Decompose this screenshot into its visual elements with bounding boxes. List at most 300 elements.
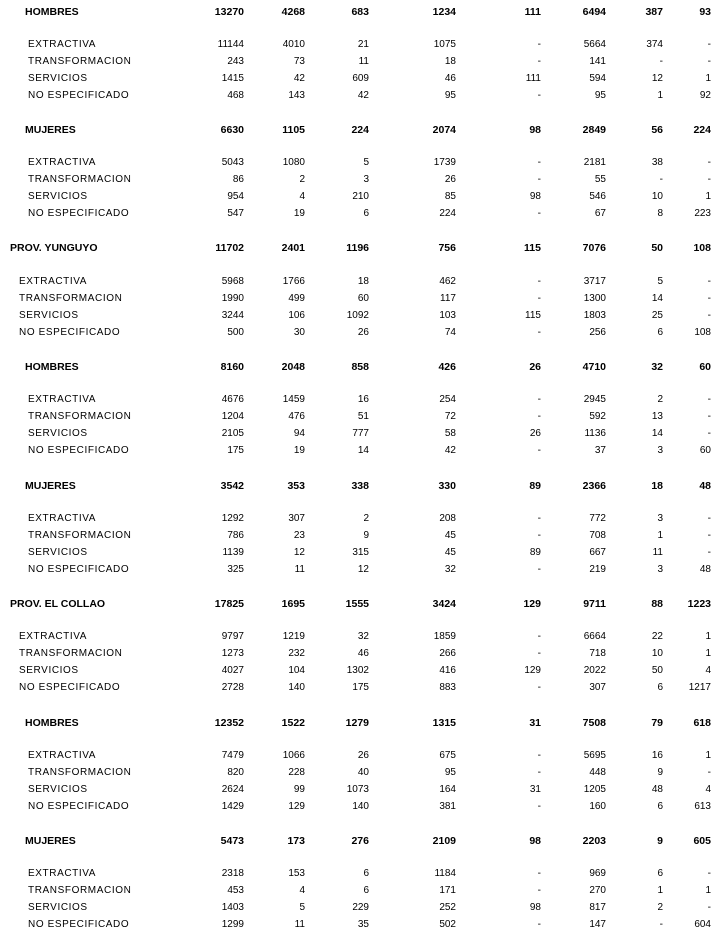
cell-col-3: 1302 [346,665,369,676]
cell-col-5: 26 [529,361,541,373]
cell-col-4: 2074 [432,124,456,136]
cell-col-7: 3 [657,513,663,524]
cell-col-7: 374 [646,39,663,50]
cell-col-8: - [707,276,711,287]
cell-col-5: - [537,174,541,185]
table-row [0,529,715,543]
cell-col-6: 5695 [583,750,606,761]
cell-col-7: 1 [657,530,663,541]
cell-col-4: 224 [439,208,456,219]
cell-col-7: 5 [657,276,663,287]
table-row [0,901,715,915]
cell-col-6: 6494 [582,6,606,18]
cell-col-6: 219 [589,564,606,575]
cell-col-4: 32 [444,564,456,575]
cell-col-1: 17825 [214,598,244,610]
cell-col-2: 476 [288,411,305,422]
cell-col-7: 10 [651,648,663,659]
cell-col-5: - [537,564,541,575]
cell-col-2: 4 [299,885,305,896]
cell-col-2: 353 [287,480,305,492]
cell-col-3: 1555 [345,598,369,610]
row-label: MUJERES [25,835,76,847]
cell-col-5: 115 [524,242,541,254]
table-row [0,89,715,103]
cell-col-6: 592 [589,411,606,422]
cell-col-2: 94 [293,428,305,439]
cell-col-1: 11144 [217,39,244,50]
cell-col-2: 1219 [282,631,305,642]
cell-col-5: 115 [525,310,541,321]
cell-col-4: 171 [439,885,456,896]
cell-col-1: 1990 [221,293,244,304]
cell-col-3: 26 [357,750,369,761]
cell-col-3: 26 [357,327,369,338]
group-row [0,479,715,493]
cell-col-4: 330 [438,480,456,492]
cell-col-3: 683 [351,6,369,18]
cell-col-7: 11 [652,547,663,558]
cell-col-2: 129 [288,801,305,812]
cell-col-5: - [537,631,541,642]
cell-col-5: - [537,394,541,405]
row-label: SERVICIOS [28,73,88,84]
cell-col-1: 5968 [221,276,244,287]
cell-col-4: 462 [439,276,456,287]
cell-col-3: 224 [351,124,369,136]
cell-col-8: 108 [694,327,711,338]
cell-col-7: 1 [657,90,663,101]
cell-col-7: 25 [651,310,663,321]
table-row [0,664,715,678]
cell-col-8: - [707,174,711,185]
row-label: HOMBRES [25,361,79,373]
cell-col-2: 5 [299,902,305,913]
cell-col-1: 954 [227,191,244,202]
cell-col-1: 13270 [214,6,244,18]
cell-col-7: 50 [651,665,663,676]
cell-col-5: - [537,208,541,219]
table-row [0,38,715,52]
cell-col-7: - [659,174,663,185]
cell-col-3: 32 [357,631,369,642]
cell-col-4: 675 [439,750,456,761]
table-row [0,766,715,780]
group-row [0,360,715,374]
cell-col-8: 60 [699,361,711,373]
table-row [0,292,715,306]
group-row [0,123,715,137]
cell-col-3: 6 [363,885,369,896]
cell-col-3: 21 [357,39,369,50]
cell-col-4: 252 [439,902,456,913]
cell-col-8: - [707,902,711,913]
cell-col-1: 7479 [221,750,244,761]
cell-col-8: 92 [699,90,711,101]
cell-col-7: 9 [657,835,663,847]
cell-col-8: - [707,513,711,524]
row-label: SERVICIOS [19,310,79,321]
cell-col-4: 117 [440,293,456,304]
cell-col-7: 16 [651,750,663,761]
cell-col-3: 3 [363,174,369,185]
cell-col-6: 160 [589,801,606,812]
table-row [0,783,715,797]
cell-col-6: 37 [594,445,606,456]
cell-col-6: 256 [589,327,606,338]
cell-col-8: 605 [693,835,711,847]
cell-col-4: 74 [444,327,456,338]
row-label: SERVICIOS [28,784,88,795]
cell-col-3: 6 [363,868,369,879]
row-label: EXTRACTIVA [28,157,97,168]
cell-col-4: 1075 [433,39,456,50]
cell-col-6: 2366 [582,480,606,492]
cell-col-2: 12 [293,547,305,558]
table-row [0,427,715,441]
group-row [0,597,715,611]
table-row [0,173,715,187]
cell-col-2: 30 [293,327,305,338]
cell-col-2: 1066 [282,750,305,761]
cell-col-5: - [537,919,541,930]
cell-col-5: 98 [529,902,541,913]
row-label: NO ESPECIFICADO [28,90,130,101]
cell-col-6: 817 [589,902,606,913]
cell-col-1: 4027 [221,665,244,676]
cell-col-1: 2105 [221,428,244,439]
cell-col-7: 14 [651,293,663,304]
cell-col-7: 14 [651,428,663,439]
cell-col-5: - [537,90,541,101]
cell-col-2: 173 [287,835,305,847]
cell-col-4: 1234 [432,6,456,18]
cell-col-7: 3 [657,564,663,575]
cell-col-7: 10 [651,191,663,202]
row-label: NO ESPECIFICADO [28,564,130,575]
cell-col-3: 276 [351,835,369,847]
cell-col-2: 143 [288,90,305,101]
cell-col-5: 129 [523,598,541,610]
cell-col-6: 2945 [583,394,606,405]
cell-col-2: 99 [293,784,305,795]
cell-col-3: 210 [352,191,369,202]
cell-col-5: 98 [529,835,541,847]
cell-col-4: 85 [444,191,456,202]
cell-col-7: - [659,919,663,930]
cell-col-1: 9797 [221,631,244,642]
cell-col-1: 2728 [221,682,244,693]
row-label: HOMBRES [25,6,79,18]
cell-col-6: 448 [589,767,606,778]
cell-col-6: 147 [589,919,606,930]
cell-col-2: 42 [293,73,305,84]
cell-col-7: 6 [657,682,663,693]
table-row [0,393,715,407]
cell-col-3: 16 [357,394,369,405]
cell-col-2: 1522 [281,717,305,729]
cell-col-8: - [707,868,711,879]
cell-col-7: 6 [657,868,663,879]
cell-col-1: 3542 [220,480,244,492]
cell-col-3: 1196 [346,242,369,254]
cell-col-8: 618 [693,717,711,729]
cell-col-3: 40 [357,767,369,778]
cell-col-8: - [707,767,711,778]
cell-col-1: 1273 [221,648,244,659]
cell-col-8: 604 [694,919,711,930]
cell-col-4: 45 [444,547,456,558]
cell-col-3: 42 [357,90,369,101]
cell-col-6: 141 [589,56,606,67]
cell-col-8: 1 [705,648,711,659]
cell-col-8: 1 [705,73,711,84]
cell-col-4: 18 [444,56,456,67]
cell-col-5: - [537,885,541,896]
cell-col-5: 111 [524,6,541,18]
table-row [0,72,715,86]
cell-col-1: 1299 [221,919,244,930]
cell-col-1: 820 [227,767,244,778]
row-label: EXTRACTIVA [28,513,97,524]
cell-col-1: 243 [227,56,244,67]
row-label: SERVICIOS [19,665,79,676]
cell-col-1: 1292 [221,513,244,524]
row-label: NO ESPECIFICADO [28,445,130,456]
cell-col-2: 1080 [282,157,305,168]
cell-col-2: 4 [299,191,305,202]
cell-col-3: 12 [357,564,369,575]
cell-col-8: - [707,293,711,304]
cell-col-5: 31 [529,717,541,729]
cell-col-7: 22 [651,631,663,642]
cell-col-3: 51 [357,411,369,422]
row-label: HOMBRES [25,717,79,729]
cell-col-6: 307 [589,682,606,693]
cell-col-8: 223 [694,208,711,219]
cell-col-4: 164 [439,784,456,795]
cell-col-3: 1092 [346,310,369,321]
cell-col-4: 266 [439,648,456,659]
cell-col-7: 1 [657,885,663,896]
cell-col-1: 4676 [221,394,244,405]
row-label: MUJERES [25,124,76,136]
row-label: TRANSFORMACION [28,885,132,896]
cell-col-3: 315 [352,547,369,558]
cell-col-7: 6 [657,801,663,812]
row-label: SERVICIOS [28,902,88,913]
cell-col-5: - [537,327,541,338]
cell-col-2: 2 [299,174,305,185]
cell-col-8: 60 [699,445,711,456]
row-label: TRANSFORMACION [28,411,132,422]
cell-col-3: 858 [351,361,369,373]
cell-col-6: 1300 [583,293,606,304]
cell-col-2: 1766 [282,276,305,287]
cell-col-7: 32 [651,361,663,373]
cell-col-3: 229 [352,902,369,913]
row-label: SERVICIOS [28,428,88,439]
cell-col-3: 18 [357,276,369,287]
cell-col-3: 14 [357,445,369,456]
cell-col-1: 5043 [221,157,244,168]
table-row [0,681,715,695]
cell-col-4: 381 [439,801,456,812]
cell-col-1: 2624 [221,784,244,795]
row-label: TRANSFORMACION [28,56,132,67]
row-label: EXTRACTIVA [28,750,97,761]
cell-col-7: 13 [651,411,663,422]
cell-col-7: 3 [657,445,663,456]
cell-col-3: 175 [352,682,369,693]
row-label: PROV. YUNGUYO [10,242,98,254]
cell-col-2: 104 [288,665,305,676]
table-row [0,410,715,424]
table-row [0,512,715,526]
cell-col-5: 26 [529,428,541,439]
cell-col-5: 129 [524,665,541,676]
table-row [0,207,715,221]
cell-col-6: 1205 [583,784,606,795]
cell-col-2: 19 [293,445,305,456]
cell-col-8: - [707,56,711,67]
cell-col-6: 708 [589,530,606,541]
row-label: EXTRACTIVA [28,394,97,405]
cell-col-4: 426 [438,361,456,373]
cell-col-6: 7508 [582,717,606,729]
cell-col-6: 718 [589,648,606,659]
cell-col-2: 4010 [282,39,305,50]
cell-col-8: - [707,157,711,168]
cell-col-1: 547 [227,208,244,219]
cell-col-3: 5 [363,157,369,168]
cell-col-1: 5473 [220,835,244,847]
cell-col-1: 6630 [220,124,244,136]
cell-col-4: 72 [444,411,456,422]
cell-col-5: - [537,513,541,524]
cell-col-2: 106 [288,310,305,321]
row-label: TRANSFORMACION [19,293,123,304]
table-row [0,867,715,881]
cell-col-6: 2022 [583,665,606,676]
cell-col-6: 4710 [582,361,606,373]
cell-col-3: 60 [357,293,369,304]
cell-col-5: 89 [529,480,541,492]
cell-col-1: 500 [227,327,244,338]
cell-col-1: 1429 [221,801,244,812]
cell-col-1: 1415 [221,73,244,84]
table-row [0,444,715,458]
cell-col-1: 3244 [221,310,244,321]
cell-col-8: 1 [705,750,711,761]
cell-col-5: - [537,648,541,659]
table-row [0,647,715,661]
cell-col-5: - [537,682,541,693]
cell-col-7: 79 [651,717,663,729]
row-label: SERVICIOS [28,191,88,202]
cell-col-4: 58 [444,428,456,439]
cell-col-1: 325 [227,564,244,575]
cell-col-4: 95 [444,767,456,778]
row-label: NO ESPECIFICADO [28,801,130,812]
table-row [0,309,715,323]
cell-col-4: 42 [444,445,456,456]
cell-col-8: 48 [699,480,711,492]
cell-col-2: 2048 [281,361,305,373]
cell-col-2: 153 [288,868,305,879]
cell-col-6: 270 [589,885,606,896]
cell-col-7: 18 [651,480,663,492]
row-label: TRANSFORMACION [19,648,123,659]
cell-col-4: 254 [439,394,456,405]
cell-col-7: 48 [651,784,663,795]
cell-col-3: 140 [352,801,369,812]
cell-col-6: 5664 [583,39,606,50]
row-label: EXTRACTIVA [19,276,88,287]
row-label: TRANSFORMACION [28,530,132,541]
cell-col-3: 35 [357,919,369,930]
cell-col-4: 3424 [432,598,456,610]
cell-col-7: 50 [651,242,663,254]
cell-col-6: 95 [594,90,606,101]
cell-col-4: 208 [439,513,456,524]
cell-col-7: 88 [651,598,663,610]
cell-col-8: 1223 [687,598,711,610]
cell-col-3: 9 [363,530,369,541]
cell-col-4: 1315 [432,717,456,729]
cell-col-6: 2203 [582,835,606,847]
cell-col-8: 108 [693,242,711,254]
cell-col-1: 12352 [214,717,244,729]
cell-col-2: 2401 [281,242,305,254]
cell-col-2: 1459 [282,394,305,405]
cell-col-8: - [707,394,711,405]
cell-col-7: 8 [657,208,663,219]
cell-col-2: 228 [288,767,305,778]
cell-col-6: 2181 [583,157,606,168]
cell-col-3: 338 [351,480,369,492]
cell-col-1: 468 [227,90,244,101]
row-label: TRANSFORMACION [28,174,132,185]
cell-col-4: 26 [444,174,456,185]
cell-col-4: 502 [439,919,456,930]
table-row [0,546,715,560]
row-label: MUJERES [25,480,76,492]
cell-col-8: - [707,547,711,558]
cell-col-4: 883 [439,682,456,693]
cell-col-2: 11 [294,919,305,930]
row-label: EXTRACTIVA [28,39,97,50]
cell-col-4: 45 [444,530,456,541]
cell-col-8: 1217 [688,682,711,693]
cell-col-8: 1 [705,631,711,642]
cell-col-7: 2 [657,394,663,405]
cell-col-2: 73 [293,56,305,67]
cell-col-5: 98 [529,191,541,202]
cell-col-5: - [537,39,541,50]
cell-col-1: 453 [227,885,244,896]
table-row [0,918,715,932]
table-row [0,190,715,204]
cell-col-3: 609 [352,73,369,84]
cell-col-5: - [537,411,541,422]
cell-col-5: - [537,157,541,168]
cell-col-4: 756 [438,242,456,254]
cell-col-2: 1695 [281,598,305,610]
cell-col-6: 1136 [584,428,606,439]
cell-col-5: - [537,293,541,304]
cell-col-5: 98 [529,124,541,136]
